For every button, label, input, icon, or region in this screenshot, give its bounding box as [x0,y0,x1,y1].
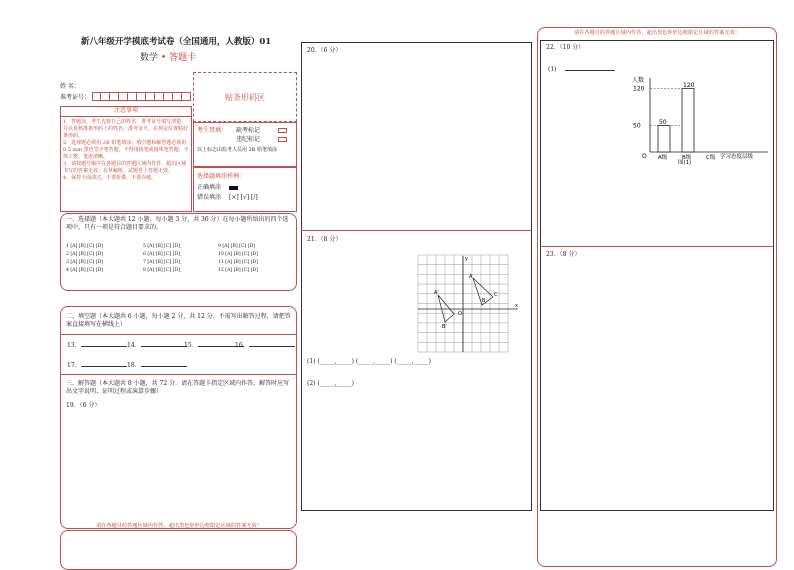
chart-category-label: A级 [658,155,668,161]
wrong-label: 错误填涂 [197,194,222,201]
dot: • [160,53,167,63]
chart-data-label: 50 [659,119,667,127]
bar-chart [630,74,770,166]
id-label: 准考证号： [60,94,91,101]
point-A: A [469,274,473,280]
q15[interactable]: 15． [184,342,244,350]
q21-part1[interactable]: (1) (_____,_____) (_____,_____) (_____,_____) [307,358,431,365]
notice-item: 2．选择题必须用 2B 铅笔填涂；填空题和解答题必须用 0.5 mm 黑色签字笔答题，不得用铅笔或圆珠笔答题；字体工整、笔迹清晰。 [63,140,189,160]
q13[interactable]: 13． [67,342,127,350]
chart-xlabel: 学习态度层级 [720,154,754,160]
choice-row[interactable]: 7 [A] [B] [C] [D] [143,260,180,265]
q21-label: 21．（8 分） [307,236,342,243]
s3-divider [60,374,297,375]
choice-row[interactable]: 4 [A] [B] [C] [D] [66,268,103,273]
choice-row[interactable]: 8 [A] [B] [C] [D] [143,268,180,273]
q14[interactable]: 14． [127,342,187,350]
x-axis-label: x [515,303,518,309]
chart-ytick-label: 120 [633,85,645,93]
section2-text: 二、填空题（本大题共 6 小题，每小题 2 分，共 12 分．不需写出解答过程，请把答案直接填写在横线上） [66,313,291,328]
choice-row[interactable]: 3 [A] [B] [C] [D] [66,260,103,265]
barcode-area: 贴条形码区 [193,72,297,122]
q20-divider [301,230,532,231]
card-label: 答题卡 [169,53,197,63]
q16[interactable]: 16． [235,342,295,350]
choice-col-1[interactable] [66,243,103,275]
choice-row[interactable]: 11 [A] [B] [C] [D] [218,260,258,265]
q22-divider [540,246,774,247]
status-label: 考生禁填： [197,127,228,134]
chart-data-label: 120 [683,82,695,90]
continue-box [60,530,297,570]
chart-ylabel: 人数 [632,77,645,84]
wrong-marks: [×] [√] [/] [229,194,258,201]
choice-row[interactable]: 9 [A] [B] [C] [D] [218,244,255,249]
correct-mark [229,186,238,190]
choice-row[interactable]: 5 [A] [B] [C] [D] [143,244,180,249]
q23-label: 23．（8 分） [546,251,581,258]
triangle-prime [438,295,454,322]
q22-part1[interactable]: (1) [548,66,615,74]
violation-label: 违纪标记 [236,136,261,143]
notice-item: 3．请按题号顺序在各题目的答题区域内作答，超出区域书写的答案无效；在草稿纸、试题卷上答题无效。 [63,161,187,174]
missing-checkbox[interactable] [278,128,287,133]
chart-category-label: C级 [706,155,716,161]
q21-part2[interactable]: (2) (_____,_____) [307,380,354,387]
notice-list [63,119,190,182]
q17[interactable]: 17． [67,362,127,370]
point-B: B [482,298,486,304]
choice-col-2[interactable] [143,243,180,275]
subject-line [140,50,196,63]
choice-row[interactable]: 6 [A] [B] [C] [D] [143,252,180,257]
coordinate-grid-figure [416,254,520,354]
notice-divider [60,116,192,117]
q19-label: 19．（6 分） [66,402,101,409]
fill-example-title: 选择题填涂样例： [197,173,246,180]
q22-label: 22．（10 分） [546,44,585,51]
choice-row[interactable]: 10 [A] [B] [C] [D] [218,252,258,257]
point-A-prime: A' [434,290,439,296]
id-boxes[interactable] [92,92,191,101]
status-note: 以上标志由监考人员用 2B 铅笔填涂 [197,147,278,153]
chart-ytick-label: 50 [633,122,641,130]
chart-category-label: B级 [682,155,692,161]
correct-label: 正确填涂 [197,184,222,191]
warning-left: 请在各题目的答题区域内作答，超出黑色矩形边框限定区域的答案无效！ [95,523,262,529]
violation-checkbox[interactable] [278,137,287,142]
name-label: 姓 名： [60,83,80,90]
warning-right: 请在各题目的答题区域内作答，超出黑色矩形边框限定区域的答案无效！ [573,30,740,36]
point-B-prime: B' [442,324,447,330]
choice-row[interactable]: 2 [A] [B] [C] [D] [66,252,103,257]
notice-item: 4．保持卡面清洁，不要折叠、不要弄破。 [63,175,157,181]
choice-row[interactable]: 1 [A] [B] [C] [D] [66,244,103,249]
q18[interactable]: 18． [127,362,187,370]
subject: 数学 [140,53,159,63]
section1-text: 一、选择题（本大题共 12 小题，每小题 3 分，共 36 分）在每小题所给出的四个选项中，只有一项是符合题目要求的。 [66,216,289,231]
missing-label: 缺考标记 [236,127,261,134]
notice-title: 注意事项 [113,107,138,114]
point-C: C [494,292,498,298]
origin-label: O [458,311,462,317]
y-axis-label: y [465,256,468,262]
section3-text: 三、解答题（本大题共 8 小题，共 72 分．请在答题卡指定区域内作答，解答时应写出文字说明、证明过程或演算步骤） [66,380,290,395]
notice-item: 1．答题前，考生先将自己的姓名、准考证号填写清楚，并认真核准条形码上的姓名、准考证号，在规定位置贴好条形码。 [63,119,189,139]
chart-bar [658,126,670,152]
q20-label: 20．（6 分） [307,47,342,54]
s2-divider [60,334,297,335]
choice-row[interactable]: 12 [A] [B] [C] [D] [218,268,258,273]
chart-bar [682,89,694,152]
choice-col-3[interactable] [218,243,258,275]
section2-3-box [60,306,297,529]
chart-caption: 图(1) [678,160,692,166]
exam-title: 新八年级开学摸底考试卷（全国通用，人教版）01 [80,37,272,47]
chart-origin: O [642,153,647,160]
